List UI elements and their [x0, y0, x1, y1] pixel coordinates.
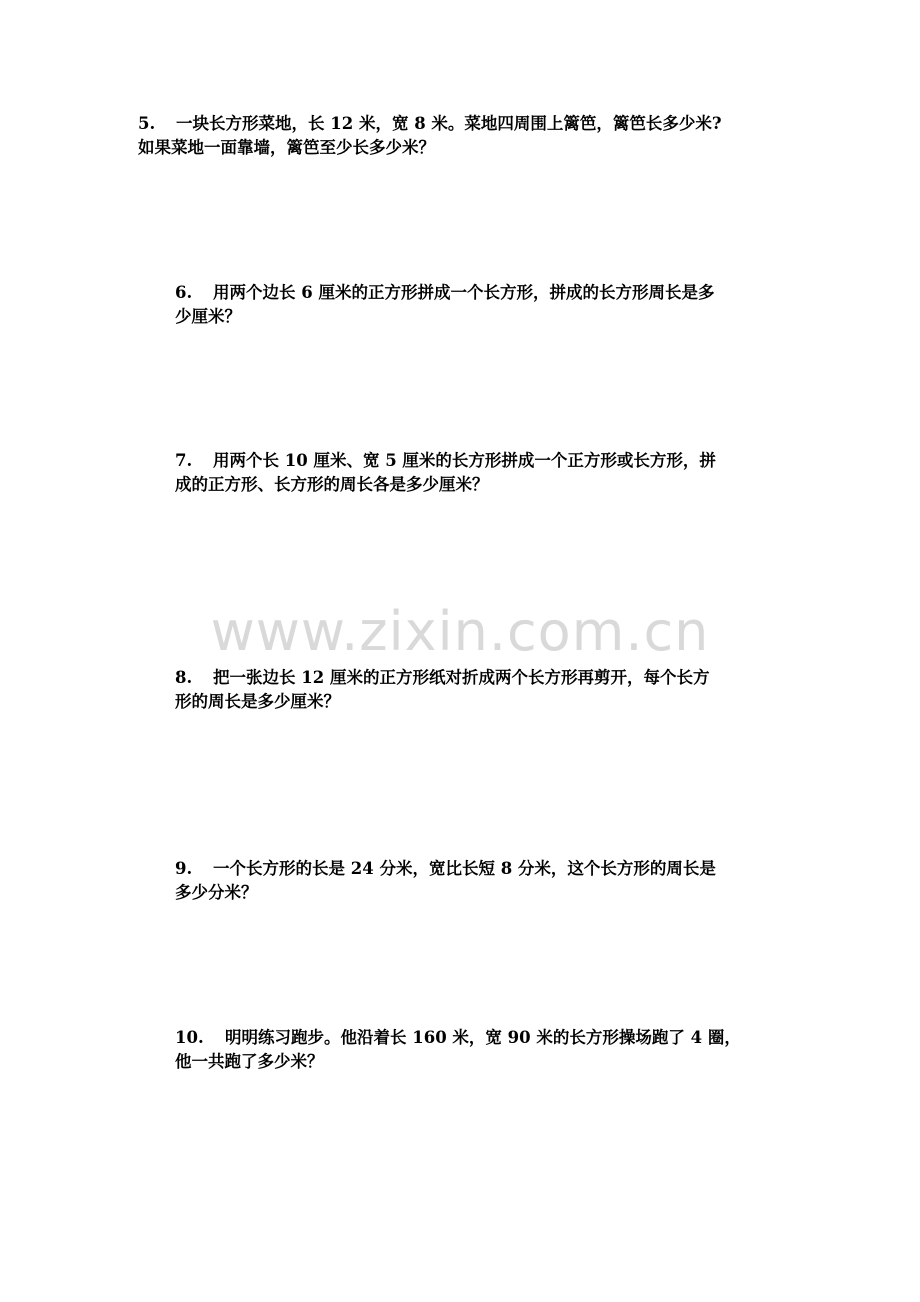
- question-line: [138, 112, 722, 136]
- question-line: [175, 281, 714, 305]
- question-line: [175, 666, 709, 690]
- question-number: 7.: [175, 451, 193, 470]
- question-8: [175, 666, 709, 714]
- question-line: 多少分米？: [175, 883, 258, 902]
- question-line: 形的周长是多少厘米？: [175, 692, 340, 711]
- question-5: [138, 112, 722, 160]
- question-text: 用两个长 10 厘米、宽 5 厘米的长方形拼成一个正方形或长方形，拼: [213, 451, 716, 470]
- watermark: www.zixin.com.cn: [210, 600, 710, 663]
- question-9: [175, 857, 716, 905]
- question-line: [175, 1026, 741, 1050]
- question-number: 9.: [175, 859, 193, 878]
- question-number: 10.: [175, 1028, 204, 1047]
- question-number: 8.: [175, 668, 193, 687]
- question-text: 一块长方形菜地，长 12 米，宽 8 米。菜地四周围上篱笆，篱笆长多少米?: [176, 114, 722, 133]
- question-10: [175, 1026, 741, 1074]
- question-text: 把一张边长 12 厘米的正方形纸对折成两个长方形再剪开，每个长方: [213, 668, 710, 687]
- question-text: 用两个边长 6 厘米的正方形拼成一个长方形，拼成的长方形周长是多: [213, 283, 715, 302]
- question-text: 一个长方形的长是 24 分米，宽比长短 8 分米，这个长方形的周长是: [213, 859, 716, 878]
- question-line: 成的正方形、长方形的周长各是多少厘米？: [175, 475, 489, 494]
- question-text: 明明练习跑步。他沿着长 160 米，宽 90 米的长方形操场跑了 4 圈，: [225, 1028, 741, 1047]
- question-7: [175, 449, 716, 497]
- question-line: 少厘米？: [175, 307, 241, 326]
- question-line: [175, 449, 716, 473]
- question-line: [175, 857, 716, 881]
- question-line: 他一共跑了多少米？: [175, 1052, 324, 1071]
- question-number: 5.: [138, 114, 156, 133]
- question-number: 6.: [175, 283, 193, 302]
- question-line: 如果菜地一面靠墙，篱笆至少长多少米？: [138, 138, 435, 157]
- question-6: [175, 281, 714, 329]
